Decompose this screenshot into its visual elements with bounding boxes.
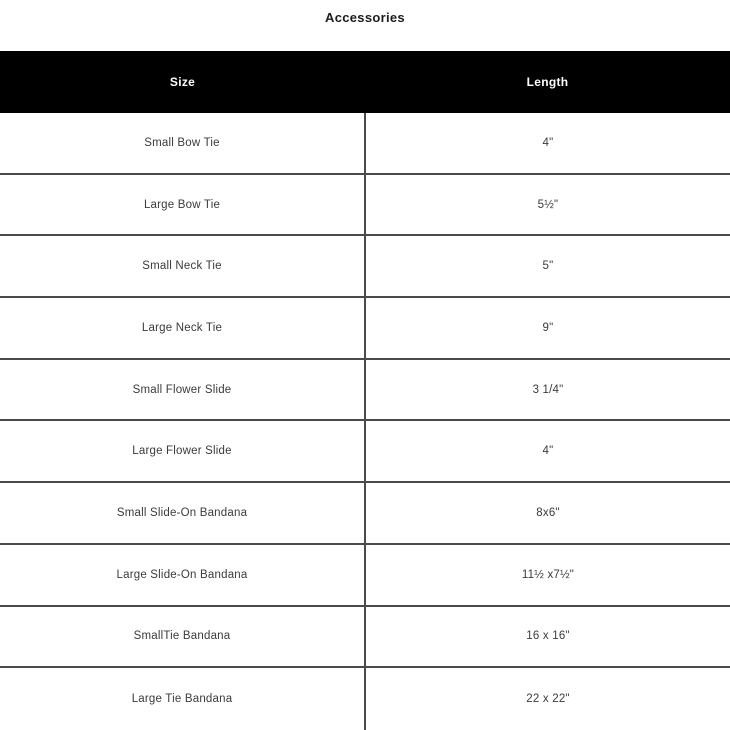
size-cell: Small Neck Tie [0, 236, 366, 296]
table-row [0, 113, 730, 175]
table-row [0, 298, 730, 360]
size-cell: Small Bow Tie [0, 113, 366, 173]
table-row [0, 421, 730, 483]
length-cell: 8x6" [536, 506, 560, 519]
length-cell: 3 1/4" [532, 383, 564, 396]
size-cell: Large Slide-On Bandana [0, 545, 366, 605]
table-row [0, 668, 730, 730]
table-row [0, 236, 730, 298]
size-cell: Small Slide-On Bandana [0, 483, 366, 543]
table-row [0, 483, 730, 545]
size-cell: Large Bow Tie [0, 175, 366, 235]
size-cell: Large Flower Slide [0, 421, 366, 481]
length-cell: 5½" [537, 198, 559, 211]
table-header-row [0, 51, 730, 113]
length-cell: 4" [542, 136, 554, 149]
size-cell: Small Flower Slide [0, 360, 366, 420]
size-table [0, 51, 730, 730]
length-cell: 4" [542, 445, 554, 458]
table-row [0, 607, 730, 669]
length-cell: 22 x 22" [526, 693, 570, 706]
size-cell: Large Neck Tie [0, 298, 366, 358]
table-row [0, 175, 730, 237]
length-cell: 9" [542, 321, 554, 334]
size-cell: SmallTie Bandana [0, 607, 366, 667]
page-title-bar [0, 0, 730, 51]
length-cell: 5" [542, 260, 554, 273]
length-cell: 16 x 16" [526, 630, 570, 643]
column-header-length: Length [526, 75, 569, 89]
page-title: Accessories [325, 10, 405, 25]
table-row [0, 360, 730, 422]
column-header-size: Size [169, 75, 196, 89]
size-cell: Large Tie Bandana [0, 668, 366, 730]
length-cell: 11½ x7½" [521, 568, 575, 581]
table-row [0, 545, 730, 607]
table-body [0, 113, 730, 730]
